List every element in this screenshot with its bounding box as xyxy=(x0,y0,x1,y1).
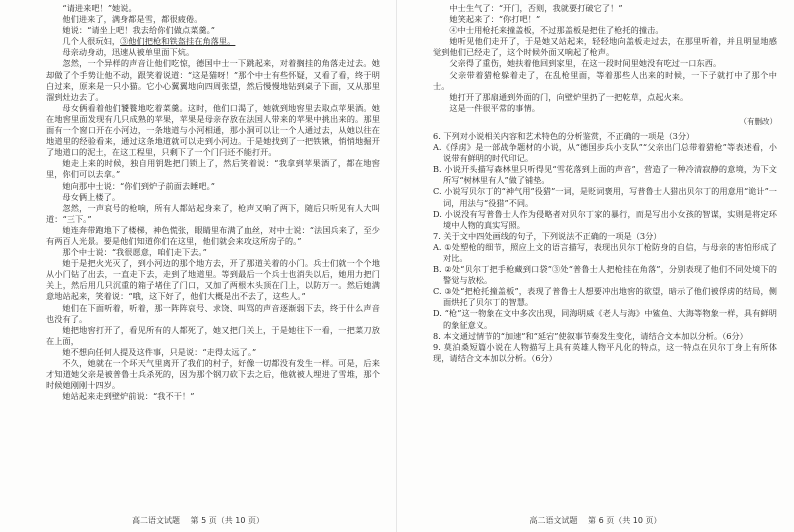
right-column xyxy=(433,3,777,364)
story-paragraph xyxy=(433,103,777,114)
story-paragraph xyxy=(433,3,777,14)
story-paragraph xyxy=(46,14,380,25)
story-paragraph xyxy=(46,36,380,47)
story-paragraph xyxy=(433,14,777,25)
paragraph-text: 她把地窖打开了，看见所有的人都死了，她又把门关上，于是她往下一看，一把菜刀放在上面， xyxy=(46,324,380,346)
story-paragraph xyxy=(433,70,777,92)
answer-option: C. 小说写贝尔丁的“神气用”役猎”一词，是贬词褒用，写普鲁士人猎出贝尔丁的用意用“诡计”一词，用法与“役猎”不同。 xyxy=(433,186,777,208)
paragraph-text: 那个中士说：“我很愿意，咱们走下去。” xyxy=(62,247,207,258)
story-paragraph xyxy=(46,181,380,192)
paragraph-text: 她向那中士说：“你们到炉子前面去睡吧。” xyxy=(62,180,216,191)
paragraph-text: 她笑起来了：“你打吧！” xyxy=(449,14,541,25)
footer-page-number: 第 6 页（共 10 页） xyxy=(588,516,662,525)
paragraph-text: 母女俩看着他们饕餮地吃着菜羹。这时，他们口渴了，她就到地窖里去取点苹果酒。她在地窖里面发现有几只成熟的苹果，苹果是母亲存放在法国人带来的苹果中挑出来的。那里面有一个窗口开在小河边，一条地道与小河相通，那小洞可以让一个人通过去，从她以往在地道里的经验看来，通过这条地道就可以走到小河边。于是她找到了一把铁锹，悄悄地掘开了地道口的泥土，在这工程里，只剩下了一个门闩还不能打开。 xyxy=(46,102,380,158)
story-paragraph xyxy=(46,347,380,358)
paragraph-text: 忽然，一声哀号的枪响，所有人都站起身来了，枪声又响了两下，随后只听见有人大叫道：“三下。” xyxy=(46,202,380,224)
paragraph-text: 几个人很玩妇， xyxy=(62,36,121,47)
left-column xyxy=(46,3,380,402)
story-paragraph xyxy=(46,391,380,402)
footer-title: 高二语文试题 xyxy=(132,516,180,525)
story-paragraph xyxy=(46,258,380,302)
paragraph-text: 她于是把火光灭了，到小河边的那个地方去，开了那道关着的小门。兵士们就一个个地从小门钻了出去，一直走下去，走到了地道里。等到最后一个兵士也消失以后，她用力把门关上，然后用几只沉重的箱子堵住了门口，又加了两根木头顶在门上，以防万一。然后她满意地站起来，笑着说：“哦，这下好了，他们大概是出不去了，这些人。” xyxy=(46,258,380,302)
paragraph-text: 不久，她就在一个坏天气里离开了我们的村子，好像一切都没有发生一样。可是，后来才知道她父亲是被普鲁士兵杀死的，因为那个钢刀砍下去之后，他就被人埋进了雪堆，那个时候她刚刚十四岁。 xyxy=(46,358,380,391)
story-paragraph xyxy=(46,192,380,203)
story-paragraph xyxy=(433,36,777,58)
story-paragraph xyxy=(46,103,380,158)
story-paragraph xyxy=(46,358,380,391)
paragraph-text: 忽然，一个异样的声音让他们吃惊，德国中士一下跳起来，对着搁挂的角落走过去。她却做了个手势让他不动，跟笑着说道：“这是猫呀！”那个中士有些怀疑，又看了看，终于明白过来，原来是一只小猫。它小心翼翼地向四周张望，然后慢慢地钻到桌子下面，又从那里溜到灶边去了。 xyxy=(46,58,380,102)
underlined-sentence: ③他们把枪和铁盔挂在角落里。 xyxy=(120,36,236,47)
story-paragraph xyxy=(433,25,777,36)
answer-option: D. “枪”这一物象在文中多次出现，同海明威《老人与海》中鲨鱼、大海等物象一样，具有鲜明的象征意义。 xyxy=(433,308,777,330)
left-footer xyxy=(0,515,396,526)
question-stem: 7. 关于文中四处画线的句子，下列说法不正确的一项是（3分） xyxy=(433,230,662,241)
paragraph-text: 母女俩上楼了。 xyxy=(62,191,121,202)
paragraph-text: “请进来吧！”她说。 xyxy=(62,3,137,13)
paragraph-text: 她站起来走到壁炉前说：“我不干！” xyxy=(62,391,195,402)
paragraph-text: 她打开了那扇通到外面的门，向壁炉里扔了一把乾草，点起火来。 xyxy=(449,91,689,102)
paragraph-text: 她连奔带跑地下了楼梯，神色慌张，眼睛里布满了血丝，对中士说：“法国兵来了，至少有两百人光景。要是他们知道你们在这里，他们就会来攻这所房子的。” xyxy=(46,224,380,246)
story-paragraph xyxy=(46,247,380,258)
story-paragraph xyxy=(46,25,380,36)
paragraph-text: 她说：“请坐上吧！我去给你们做点菜羹。” xyxy=(62,25,216,36)
story-paragraph xyxy=(46,303,380,325)
story-paragraph xyxy=(46,58,380,102)
answer-option: C. ③处“把枪托撞盖板”，表现了普鲁士人想要冲出地窖的欲望，暗示了他们被俘虏的结局，侧面烘托了贝尔丁的智慧。 xyxy=(433,286,777,308)
paragraph-text: ④中士用枪托来撞盖板，不过那盖板是把住了枪托的撞击。 xyxy=(449,25,664,36)
story-paragraph xyxy=(46,225,380,247)
paragraph-text: 母亲动身动，迅速从被单里面下炕。 xyxy=(62,47,195,58)
right-footer xyxy=(397,515,794,526)
question-stem: 6. 下列对小说相关内容和艺术特色的分析鉴赏，不正确的一项是（3分） xyxy=(433,130,695,141)
story-paragraph xyxy=(46,203,380,225)
story-paragraph xyxy=(46,325,380,347)
story-paragraph xyxy=(46,158,380,180)
answer-option: A.《俘虏》是一部战争题材的小说，从“德国步兵小支队”“父亲出门总带着猎枪”等表述看，小说带有鲜明的时代印记。 xyxy=(433,142,777,164)
story-paragraph xyxy=(433,58,777,69)
paragraph-text: 她听见他们走开了，于是她又站起来，轻轻地向盖板走过去，在那里听着，并且明显地感觉到他们已经走了，这个时候外面又响起了枪声。 xyxy=(433,36,777,58)
story-paragraph xyxy=(46,3,380,14)
paragraph-text: 父亲得了重伤，她扶着他回到家里，在这一段时间里她没有吃过一口东西。 xyxy=(449,58,722,69)
paragraph-text: 中士生气了：“开门，否则，我就要打破它了！” xyxy=(449,3,623,13)
answer-option: D. 小说没有写普鲁士人作为侵略者对贝尔丁家的暴行，而是写出小女孩的智谋，实则是将定环境中人物的真实写照。 xyxy=(433,208,777,230)
right-page xyxy=(397,0,794,532)
footer-title: 高二语文试题 xyxy=(529,516,578,525)
answer-option: A. ①处塑枪的细节，照应上文的语言描写，表现出贝尔丁枪防身的自信，与母亲的害怕形成了对比。 xyxy=(433,241,777,263)
source-note: （有删改） xyxy=(739,116,777,126)
answer-option: B. ②处“贝尔丁把手枪藏到口袋”③处“普鲁士人把枪挂在角落”，分别表现了他们不同处境下的警觉与放松。 xyxy=(433,264,777,286)
paragraph-text: 她走上来的时候，独自用钥匙把门锁上了，然后笑着说：“我拿到苹果酒了，都在地窖里，你们可以去拿。” xyxy=(46,158,380,180)
paragraph-text: 她们在下面听着，听着，那一阵阵哀号、求饶、叫骂的声音逐渐弱下去，终于什么声音也没有了。 xyxy=(46,302,380,324)
paragraph-text: 她不想向任何人提及这件事，只是说：“走得太远了。” xyxy=(62,346,257,357)
paragraph-text: 这是一件很平常的事情。 xyxy=(449,102,541,113)
story-paragraph xyxy=(46,47,380,58)
question-stem: 9. 莫泊桑短篇小说在人物描写上具有英雄人物平凡化的特点，这一特点在贝尔丁身上有所体现，请结合文本加以分析。（6分） xyxy=(433,341,777,363)
paragraph-text: 父亲带着猎枪躲着走了，在乱枪里面，等着那些人出来的时候，一下子就打中了那个中士。 xyxy=(433,69,777,91)
footer-page-number: 第 5 页（共 10 页） xyxy=(190,516,264,525)
answer-option: B. 小说开头描写森林里只听得见“雪花落到上面的声音”，营造了一种冷清寂静的意境，为下文所写“树林里有人”做了铺垫。 xyxy=(433,164,777,186)
story-paragraph xyxy=(433,92,777,103)
paragraph-text: 他们进来了，满身都是雪，都很疲倦。 xyxy=(62,14,203,25)
question-stem: 8. 本文通过情节的“加速”和“延宕”使叙事节奏发生变化，请结合文本加以分析。（6分） xyxy=(433,330,748,341)
